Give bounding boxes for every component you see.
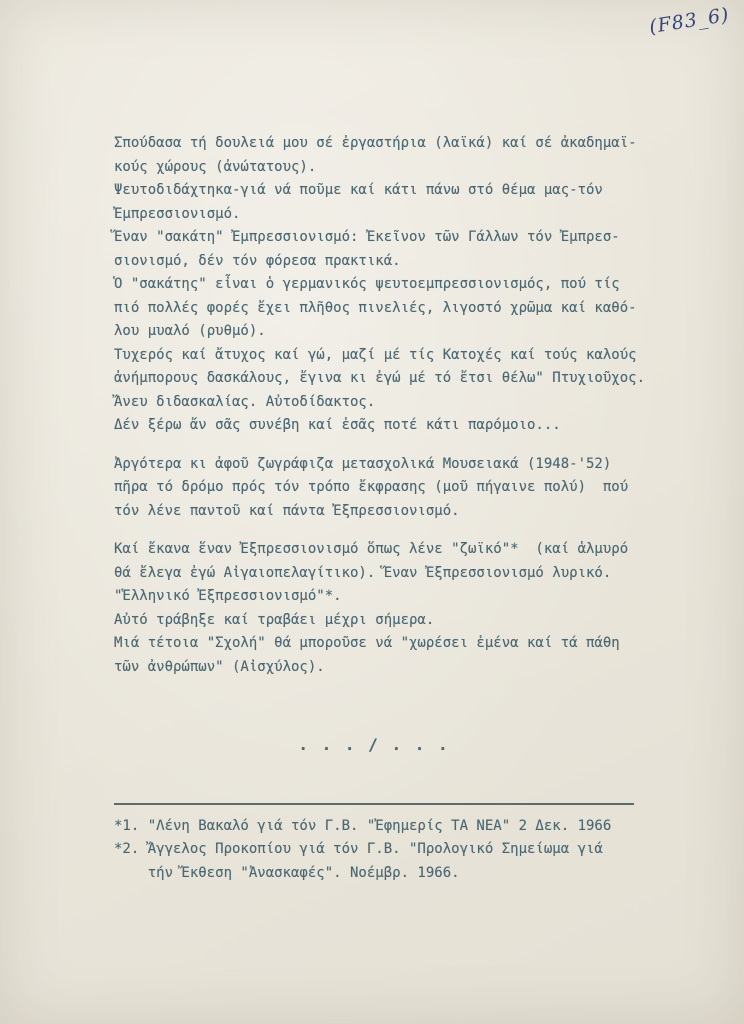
text-line: τῶν ἀνθρώπων" (Αἰσχύλος). <box>114 658 325 675</box>
footnotes-block <box>114 803 654 886</box>
text-line: Δέν ξέρω ἄν σᾶς συνέβη καί ἐσᾶς ποτέ κάτι παρόμοιο... <box>114 417 561 433</box>
text-line: Τυχερός καί ἄτυχος καί γώ, μαζί μέ τίς Κατοχές καί τούς καλούς <box>114 346 637 363</box>
handwritten-archive-ref: (F83_6) <box>647 3 732 39</box>
footnote-line: τήν Ἔκθεση "Ἀνασκαφές". Νοέμβρ. 1966. <box>114 864 460 881</box>
text-line: ἀνήμπορους δασκάλους, ἔγινα κι ἐγώ μέ τό ἔτσι θέλω" Πτυχιοῦχος. <box>114 370 646 386</box>
footnote-line: *1. "Λένη Βακαλό γιά τόν Γ.Β. "Ἐφημερίς ΤΑ ΝΕΑ" 2 Δεκ. 1966 <box>114 817 612 834</box>
text-line: Ἄνευ διδασκαλίας. Αὐτοδίδακτος. <box>114 393 376 410</box>
text-line: Αὐτό τράβηξε καί τραβάει μέχρι σήμερα. <box>114 611 435 628</box>
paragraphs-container <box>114 132 654 679</box>
text-line: Ψευτοδιδάχτηκα-γιά νά ποῦμε καί κάτι πάνω στό θέμα μας-τόν <box>114 182 603 198</box>
text-line: τόν λένε παντοῦ καί πάντα Ἐξπρεσσιονισμό. <box>114 502 460 519</box>
footnotes <box>114 815 654 886</box>
paragraph <box>114 132 654 438</box>
text-line: Μιά τέτοια "Σχολή" θά μποροῦσε νά "χωρέσει ἐμένα καί τά πάθη <box>114 635 620 651</box>
text-line: πιό πολλές φορές ἔχει πλῆθος πινελιές, λιγοστό χρῶμα καί καθό- <box>114 299 637 316</box>
text-line: Ἕναν "σακάτη" Ἐμπρεσσιονισμό: Ἐκεῖνον τῶν Γάλλων τόν Ἐμπρεσ- <box>114 229 620 245</box>
footnote-divider <box>114 803 634 805</box>
text-line: Σπούδασα τή δουλειά μου σέ ἐργαστήρια (λαϊκά) καί σέ ἀκαδημαϊ- <box>114 135 637 151</box>
text-line: Ἐμπρεσσιονισμό. <box>114 205 241 222</box>
text-line: Ἀργότερα κι ἀφοῦ ζωγράφιζα μετασχολικά Μουσειακά (1948-'52) <box>114 455 612 472</box>
typewritten-body <box>114 132 654 885</box>
text-line: Ὁ "σακάτης" εἶναι ὁ γερμανικός ψευτοεμπρεσσιονισμός, πού τίς <box>114 276 620 292</box>
text-line: πῆρα τό δρόμο πρός τόν τρόπο ἔκφρασης (μοῦ πήγαινε πολύ) πού <box>114 479 629 495</box>
text-line: κούς χώρους (ἀνώτατους). <box>114 158 317 175</box>
text-line: λου μυαλό (ρυθμό). <box>114 323 266 339</box>
text-line: Καί ἔκανα ἕναν Ἐξπρεσσιονισμό ὅπως λένε "ζωϊκό"* (καί ἁλμυρό <box>114 541 629 557</box>
continuation-mark: . . . / . . . <box>298 735 450 754</box>
text-line: "Ἑλληνικό Ἐξπρεσσιονισμό"*. <box>114 588 342 604</box>
text-line: θά ἔλεγα ἐγώ Αἰγαιοπελαγίτικο). Ἕναν Ἐξπρεσσιονισμό λυρικό. <box>114 564 612 581</box>
paragraph <box>114 538 654 679</box>
paragraph <box>114 453 654 524</box>
text-line: σιονισμό, δέν τόν φόρεσα πρακτικά. <box>114 252 401 269</box>
footnote-line: *2. Ἄγγελος Προκοπίου γιά τόν Γ.Β. "Προλογικό Σημείωμα γιά <box>114 841 603 857</box>
